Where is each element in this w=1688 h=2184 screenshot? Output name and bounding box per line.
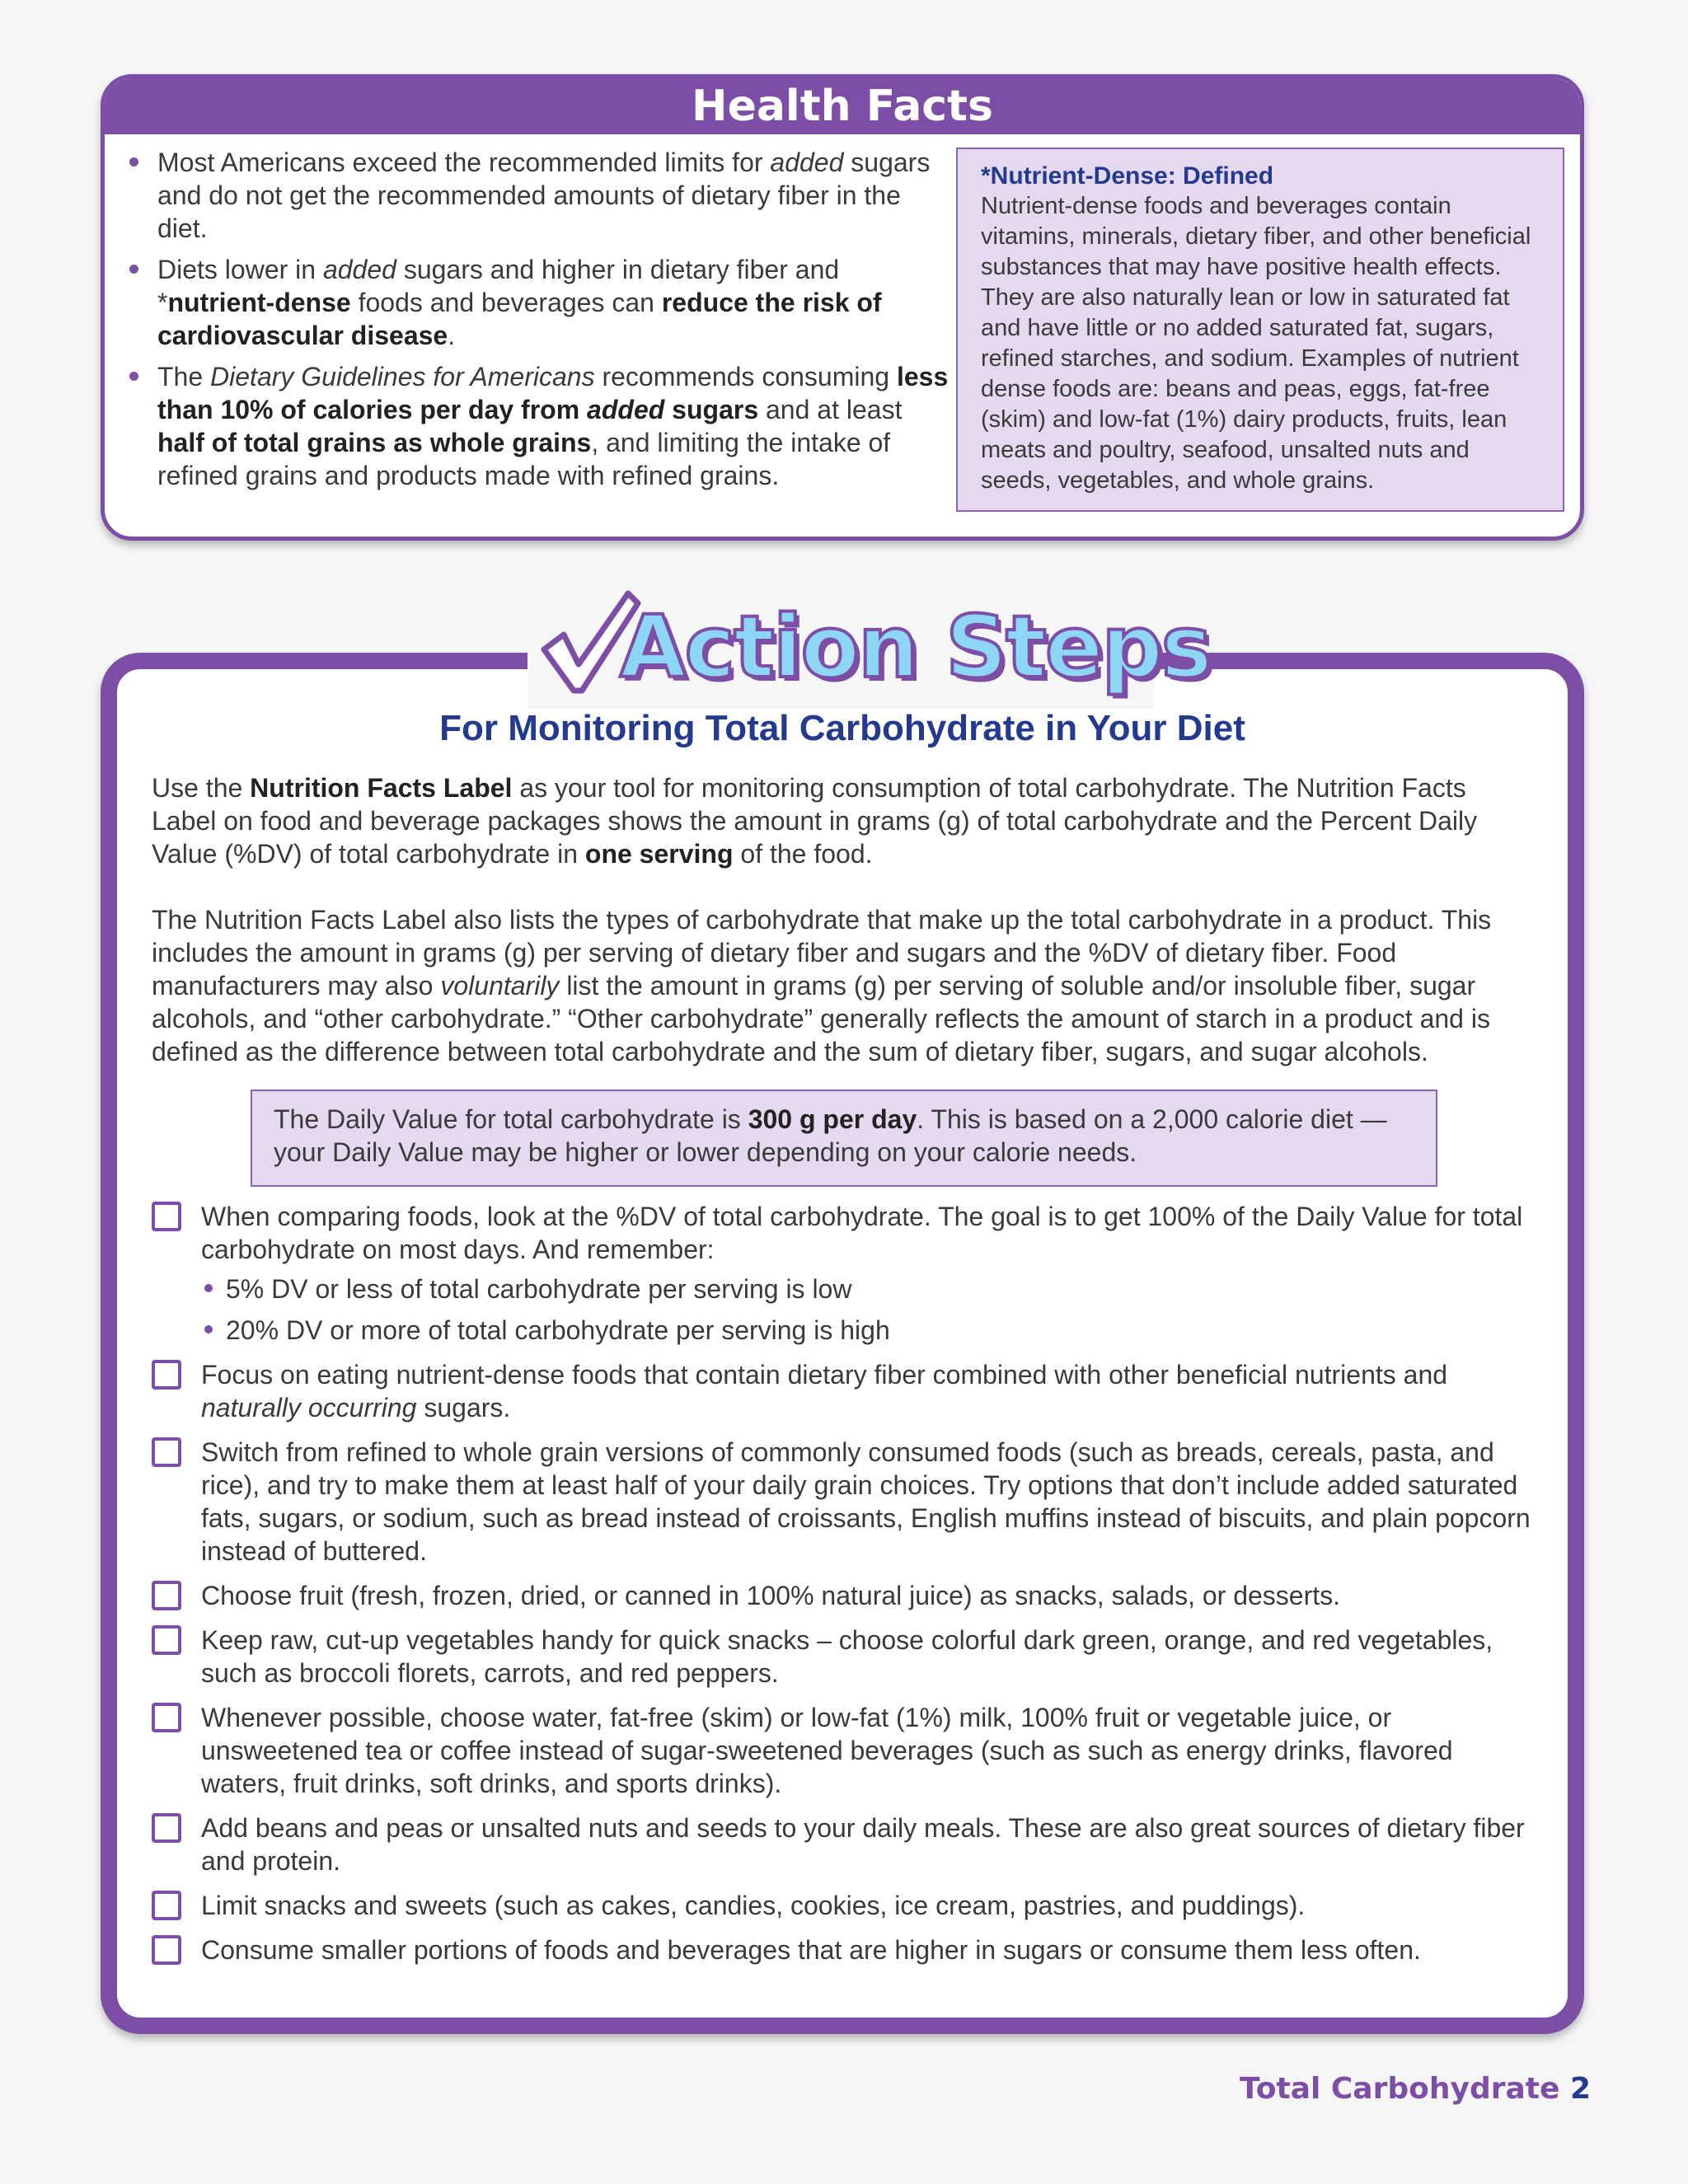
text: Use the: [152, 773, 251, 803]
text: sugars and do not get the recommended amounts of dietary fiber in the diet.: [157, 148, 931, 243]
text: The Nutrition Facts Label also lists the types of carbohydrate that make up the total carbohydrate in a product. This includes the amount in grams (g) per serving of dietary fiber and sugars and the %DV of dietary fiber. Food manufacturers may also: [152, 905, 1492, 1001]
checklist-text: Consume smaller portions of foods and beverages that are higher in sugars or consume them less often.: [201, 1935, 1421, 1965]
text: sugars and higher in dietary fiber and *: [157, 255, 840, 317]
dv-guideline-item: 5% DV or less of total carbohydrate per serving is low: [201, 1272, 1533, 1305]
strong: less than 10% of calories per day from: [157, 362, 949, 424]
checklist-text: Keep raw, cut-up vegetables handy for quick snacks – choose colorful dark green, orange, and red vegetables, such as broccoli florets, carrots, and red peppers.: [201, 1625, 1493, 1688]
strong: one serving: [584, 839, 734, 869]
checkbox[interactable]: [152, 1581, 181, 1610]
dv-guidelines-list: [201, 1272, 1533, 1347]
carbohydrate-types-paragraph: [152, 903, 1520, 1068]
action-steps-title: Action Steps: [620, 597, 1211, 697]
emphasis: naturally occurring: [201, 1393, 417, 1422]
strong: 300 g per day: [748, 1104, 917, 1134]
text: and at least: [758, 395, 903, 424]
health-fact-item: [128, 360, 952, 492]
health-facts-list: [128, 146, 952, 500]
strong: Nutrition Facts Label: [250, 773, 513, 803]
strong: half of total grains as whole grains: [157, 428, 592, 457]
emphasis: added: [322, 255, 396, 284]
strong: reduce the risk of cardiovascular disease: [157, 288, 882, 350]
checklist-text: sugars.: [416, 1393, 511, 1422]
nutrient-dense-title: *Nutrient-Dense: Defined: [981, 162, 1274, 190]
strong-emphasis: added: [587, 395, 665, 424]
text: . This is based on a 2,000 calorie diet — your Daily Value may be higher or lower depending on your calorie needs.: [274, 1104, 1387, 1167]
checkbox[interactable]: [152, 1437, 181, 1467]
health-fact-item: [128, 146, 952, 245]
checkbox[interactable]: [152, 1935, 181, 1965]
checklist-text: Switch from refined to whole grain versions of commonly consumed foods (such as breads, cereals, pasta, and rice), and try to make them at least half of your daily grain choices. Try options that don’t include added saturated fats, sugars, or sodium, such as bread instead of croissants, English muffins instead of biscuits, and plain popcorn instead of buttered.: [201, 1437, 1531, 1566]
checklist-text: Limit snacks and sweets (such as cakes, candies, cookies, ice cream, pastries, and puddings).: [201, 1891, 1306, 1920]
action-steps-checklist: [148, 1200, 1533, 1978]
checklist-item: [148, 1624, 1533, 1690]
text: Diets lower in: [157, 255, 323, 284]
page-number: 2: [1569, 2072, 1591, 2106]
strong: sugars: [664, 395, 759, 424]
text: of the food.: [733, 839, 873, 869]
footer-label: Total Carbohydrate: [1240, 2072, 1560, 2106]
nutrient-dense-definition-box: [956, 148, 1564, 512]
checkbox[interactable]: [152, 1703, 181, 1732]
text: Most Americans exceed the recommended limits for: [157, 148, 771, 177]
dv-guideline-item: 20% DV or more of total carbohydrate per serving is high: [201, 1314, 1533, 1347]
checklist-item: [148, 1579, 1533, 1612]
strong: nutrient-dense: [167, 288, 351, 317]
checkbox[interactable]: [152, 1813, 181, 1843]
action-steps-subtitle: For Monitoring Total Carbohydrate in Your Diet: [439, 708, 1245, 748]
intro-paragraph: [152, 771, 1520, 870]
text: as your tool for monitoring consumption of total carbohydrate. The Nutrition Facts Label on food and beverage packages shows the amount in grams (g) of total carbohydrate and the Percent Daily Value (%DV) of total carbohydrate in: [152, 773, 1478, 869]
checklist-text: Focus on eating nutrient-dense foods that contain dietary fiber combined with other beneficial nutrients and: [201, 1360, 1448, 1390]
text: foods and beverages can: [350, 288, 662, 317]
emphasis: Dietary Guidelines for Americans: [210, 362, 595, 391]
checkbox[interactable]: [152, 1202, 181, 1231]
checkbox[interactable]: [152, 1360, 181, 1390]
nutrient-dense-body: Nutrient-dense foods and beverages contain vitamins, minerals, dietary fiber, and other beneficial substances that may have positive health effects. They are also naturally lean or low in saturated fat and have little or no added saturated fat, sugars, refined starches, and sodium. Examples of nutrient dense foods are: beans and peas, eggs, fat-free (skim) and low-fat (1%) dairy products, fruits, lean meats and poultry, seafood, unsalted nuts and seeds, vegetables, and whole grains.: [981, 193, 1531, 494]
daily-value-box: [251, 1090, 1437, 1187]
checklist-item: [148, 1811, 1533, 1877]
checklist-item: [148, 1933, 1533, 1966]
health-facts-panel: [101, 74, 1584, 541]
checklist-item: [148, 1701, 1533, 1800]
checklist-item: [148, 1358, 1533, 1424]
checklist-text: Add beans and peas or unsalted nuts and seeds to your daily meals. These are also great sources of dietary fiber and protein.: [201, 1813, 1525, 1876]
emphasis: voluntarily: [440, 971, 560, 1001]
text: recommends consuming: [594, 362, 897, 391]
checklist-item: [148, 1436, 1533, 1568]
health-fact-item: [128, 253, 952, 352]
text: The Daily Value for total carbohydrate is: [274, 1104, 748, 1134]
checklist-item: [148, 1889, 1533, 1922]
page-footer: [1240, 2072, 1591, 2106]
text: The: [157, 362, 211, 391]
text: , and limiting the intake of refined grains and products made with refined grains.: [157, 428, 891, 490]
checklist-text: Whenever possible, choose water, fat-free (skim) or low-fat (1%) milk, 100% fruit or vegetable juice, or unsweetened tea or coffee instead of sugar-sweetened beverages (such as such as energy drinks, flavored waters, fruit drinks, soft drinks, and sports drinks).: [201, 1703, 1453, 1798]
health-facts-title: Health Facts: [105, 78, 1580, 134]
checklist-item: [148, 1200, 1533, 1347]
checklist-text: When comparing foods, look at the %DV of total carbohydrate. The goal is to get 100% of the Daily Value for total carbohydrate on most days. And remember:: [201, 1202, 1523, 1264]
checkbox[interactable]: [152, 1625, 181, 1655]
checklist-text: Choose fruit (fresh, frozen, dried, or canned in 100% natural juice) as snacks, salads, or desserts.: [201, 1581, 1341, 1610]
checkbox[interactable]: [152, 1891, 181, 1920]
text: list the amount in grams (g) per serving of soluble and/or insoluble fiber, sugar alcohols, and “other carbohydrate.” “Other carbohydrate” generally reflects the amount of starch in a product and is defined as the difference between total carbohydrate and the sum of dietary fiber, sugars, and sugar alcohols.: [152, 971, 1490, 1066]
emphasis: added: [770, 148, 844, 177]
text: .: [448, 321, 456, 350]
